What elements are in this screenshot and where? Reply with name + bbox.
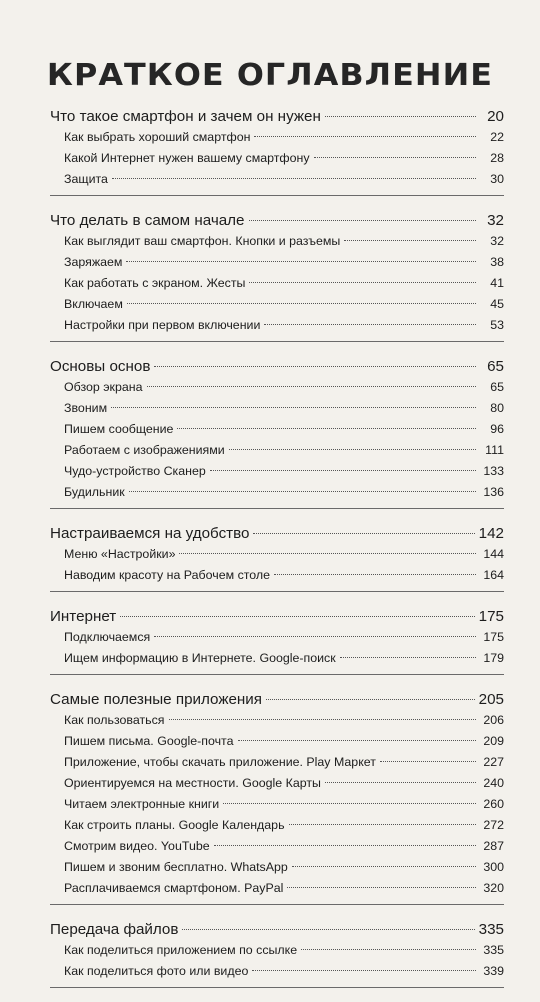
toc-section-heading[interactable] xyxy=(50,106,504,127)
toc-entry[interactable] xyxy=(50,252,504,273)
toc-entry[interactable] xyxy=(50,648,504,669)
dot-leader xyxy=(223,803,476,804)
entry-label: Приложение, чтобы скачать приложение. Play Маркет xyxy=(64,755,376,769)
page-number: 287 xyxy=(483,839,504,853)
entry-label: Ищем информацию в Интернете. Google-поиск xyxy=(64,651,336,665)
dot-leader xyxy=(126,261,476,262)
dot-leader xyxy=(325,116,476,117)
entry-label: Подключаемся xyxy=(64,630,151,644)
dot-leader xyxy=(177,428,476,429)
page-number: 209 xyxy=(483,734,504,748)
dot-leader xyxy=(254,136,476,137)
entry-label: Защита xyxy=(64,172,108,186)
page-number: 133 xyxy=(483,464,504,478)
entry-label: Расплачиваемся смартфоном. PayPal xyxy=(64,881,284,895)
dot-leader xyxy=(154,636,476,637)
page-title: КРАТКОЕ ОГЛАВЛЕНИЕ xyxy=(46,58,494,94)
page-number: 272 xyxy=(483,818,504,832)
entry-label: Пишем сообщение xyxy=(64,422,174,436)
toc-entry[interactable] xyxy=(50,482,504,503)
toc-entry[interactable] xyxy=(50,398,504,419)
toc-entry[interactable] xyxy=(50,440,504,461)
page-number: 111 xyxy=(485,443,504,457)
entry-label: Звоним xyxy=(64,401,108,415)
section-title: Что делать в самом начале xyxy=(50,212,245,229)
toc-entry[interactable] xyxy=(50,273,504,294)
toc-entry[interactable] xyxy=(50,878,504,899)
dot-leader xyxy=(147,386,477,387)
entry-label: Смотрим видео. YouTube xyxy=(64,839,210,853)
toc-entry[interactable] xyxy=(50,857,504,878)
toc-entry[interactable] xyxy=(50,731,504,752)
dot-leader xyxy=(266,699,475,700)
toc-section-heading[interactable] xyxy=(50,210,504,231)
dot-leader xyxy=(214,845,476,846)
dot-leader xyxy=(238,740,477,741)
dot-leader xyxy=(340,657,476,658)
toc-entry[interactable] xyxy=(50,419,504,440)
dot-leader xyxy=(210,470,476,471)
toc-entry[interactable] xyxy=(50,231,504,252)
dot-leader xyxy=(182,929,474,930)
toc-entry[interactable] xyxy=(50,627,504,648)
dot-leader xyxy=(289,824,476,825)
dot-leader xyxy=(380,761,476,762)
toc-section xyxy=(50,210,504,342)
entry-label: Ориентируемся на местности. Google Карты xyxy=(64,776,321,790)
dot-leader xyxy=(253,533,474,534)
section-title: Настраиваемся на удобство xyxy=(50,525,250,542)
page-number: 205 xyxy=(478,691,504,708)
page-number: 335 xyxy=(478,921,504,938)
page-number: 339 xyxy=(483,964,504,978)
dot-leader xyxy=(179,553,476,554)
entry-label: Чудо-устройство Сканер xyxy=(64,464,206,478)
entry-label: Настройки при первом включении xyxy=(64,318,261,332)
toc-entry[interactable] xyxy=(50,565,504,586)
dot-leader xyxy=(287,887,476,888)
page-number: 20 xyxy=(487,108,504,125)
toc-section-heading[interactable] xyxy=(50,606,504,627)
page-number: 206 xyxy=(483,713,504,727)
entry-label: Пишем письма. Google-почта xyxy=(64,734,234,748)
dot-leader xyxy=(274,574,476,575)
page-number: 80 xyxy=(490,401,504,415)
page-number: 175 xyxy=(478,608,504,625)
page-number: 227 xyxy=(483,755,504,769)
toc-entry[interactable] xyxy=(50,315,504,336)
toc-section xyxy=(50,689,504,905)
dot-leader xyxy=(249,220,477,221)
entry-label: Наводим красоту на Рабочем столе xyxy=(64,568,271,582)
entry-label: Работаем с изображениями xyxy=(64,443,225,457)
page-number: 320 xyxy=(483,881,504,895)
page-number: 240 xyxy=(483,776,504,790)
page-number: 32 xyxy=(490,234,504,248)
dot-leader xyxy=(154,366,476,367)
entry-label: Как поделиться приложением по ссылке xyxy=(64,943,298,957)
section-title: Передача файлов xyxy=(50,921,179,938)
dot-leader xyxy=(129,491,476,492)
table-of-contents xyxy=(50,106,504,1002)
entry-label: Заряжаем xyxy=(64,255,123,269)
toc-entry[interactable] xyxy=(50,794,504,815)
page-number: 28 xyxy=(490,151,504,165)
toc-entry[interactable] xyxy=(50,815,504,836)
page-number: 65 xyxy=(490,380,504,394)
toc-entry[interactable] xyxy=(50,127,504,148)
entry-label: Читаем электронные книги xyxy=(64,797,220,811)
entry-label: Как поделиться фото или видео xyxy=(64,964,249,978)
dot-leader xyxy=(325,782,476,783)
dot-leader xyxy=(301,949,476,950)
page-number: 136 xyxy=(483,485,504,499)
toc-entry[interactable] xyxy=(50,544,504,565)
entry-label: Как выбрать хороший смартфон xyxy=(64,130,251,144)
page-number: 164 xyxy=(483,568,504,582)
dot-leader xyxy=(112,178,476,179)
toc-entry[interactable] xyxy=(50,710,504,731)
dot-leader xyxy=(249,282,476,283)
page-number: 65 xyxy=(487,358,504,375)
page-number: 41 xyxy=(490,276,504,290)
dot-leader xyxy=(344,240,476,241)
page-number: 30 xyxy=(490,172,504,186)
page-number: 335 xyxy=(483,943,504,957)
toc-entry[interactable] xyxy=(50,461,504,482)
toc-entry[interactable] xyxy=(50,961,504,982)
page-number: 260 xyxy=(483,797,504,811)
dot-leader xyxy=(292,866,476,867)
dot-leader xyxy=(127,303,476,304)
toc-entry[interactable] xyxy=(50,940,504,961)
page-number: 53 xyxy=(490,318,504,332)
toc-section-heading[interactable] xyxy=(50,523,504,544)
page-number: 179 xyxy=(483,651,504,665)
toc-section xyxy=(50,106,504,196)
entry-label: Пишем и звоним бесплатно. WhatsApp xyxy=(64,860,288,874)
toc-entry[interactable] xyxy=(50,169,504,190)
section-title: Самые полезные приложения xyxy=(50,691,263,708)
dot-leader xyxy=(264,324,476,325)
page-number: 45 xyxy=(490,297,504,311)
page-number: 142 xyxy=(478,525,504,542)
page-number: 22 xyxy=(490,130,504,144)
dot-leader xyxy=(120,616,474,617)
entry-label: Обзор экрана xyxy=(64,380,143,394)
toc-section xyxy=(50,523,504,592)
dot-leader xyxy=(252,970,476,971)
toc-entry[interactable] xyxy=(50,148,504,169)
dot-leader xyxy=(111,407,476,408)
toc-entry[interactable] xyxy=(50,377,504,398)
page-number: 38 xyxy=(490,255,504,269)
entry-label: Как работать с экраном. Жесты xyxy=(64,276,246,290)
entry-label: Меню «Настройки» xyxy=(64,547,176,561)
section-title: Что такое смартфон и зачем он нужен xyxy=(50,108,321,125)
entry-label: Как пользоваться xyxy=(64,713,165,727)
entry-label: Как строить планы. Google Календарь xyxy=(64,818,285,832)
toc-section xyxy=(50,919,504,988)
page-number: 32 xyxy=(487,212,504,229)
entry-label: Будильник xyxy=(64,485,125,499)
entry-label: Какой Интернет нужен вашему смартфону xyxy=(64,151,310,165)
toc-entry[interactable] xyxy=(50,836,504,857)
dot-leader xyxy=(169,719,476,720)
toc-section-heading[interactable] xyxy=(50,356,504,377)
dot-leader xyxy=(229,449,476,450)
toc-section-heading[interactable] xyxy=(50,919,504,940)
toc-entry[interactable] xyxy=(50,294,504,315)
page-number: 300 xyxy=(483,860,504,874)
toc-section-heading[interactable] xyxy=(50,689,504,710)
dot-leader xyxy=(314,157,476,158)
entry-label: Как выглядит ваш смартфон. Кнопки и разъемы xyxy=(64,234,341,248)
page-number: 144 xyxy=(483,547,504,561)
toc-entry[interactable] xyxy=(50,773,504,794)
toc-entry[interactable] xyxy=(50,752,504,773)
section-title: Основы основ xyxy=(50,358,151,375)
page-number: 175 xyxy=(483,630,504,644)
toc-section xyxy=(50,356,504,509)
section-title: Интернет xyxy=(50,608,117,625)
toc-section xyxy=(50,606,504,675)
entry-label: Включаем xyxy=(64,297,123,311)
page-number: 96 xyxy=(490,422,504,436)
